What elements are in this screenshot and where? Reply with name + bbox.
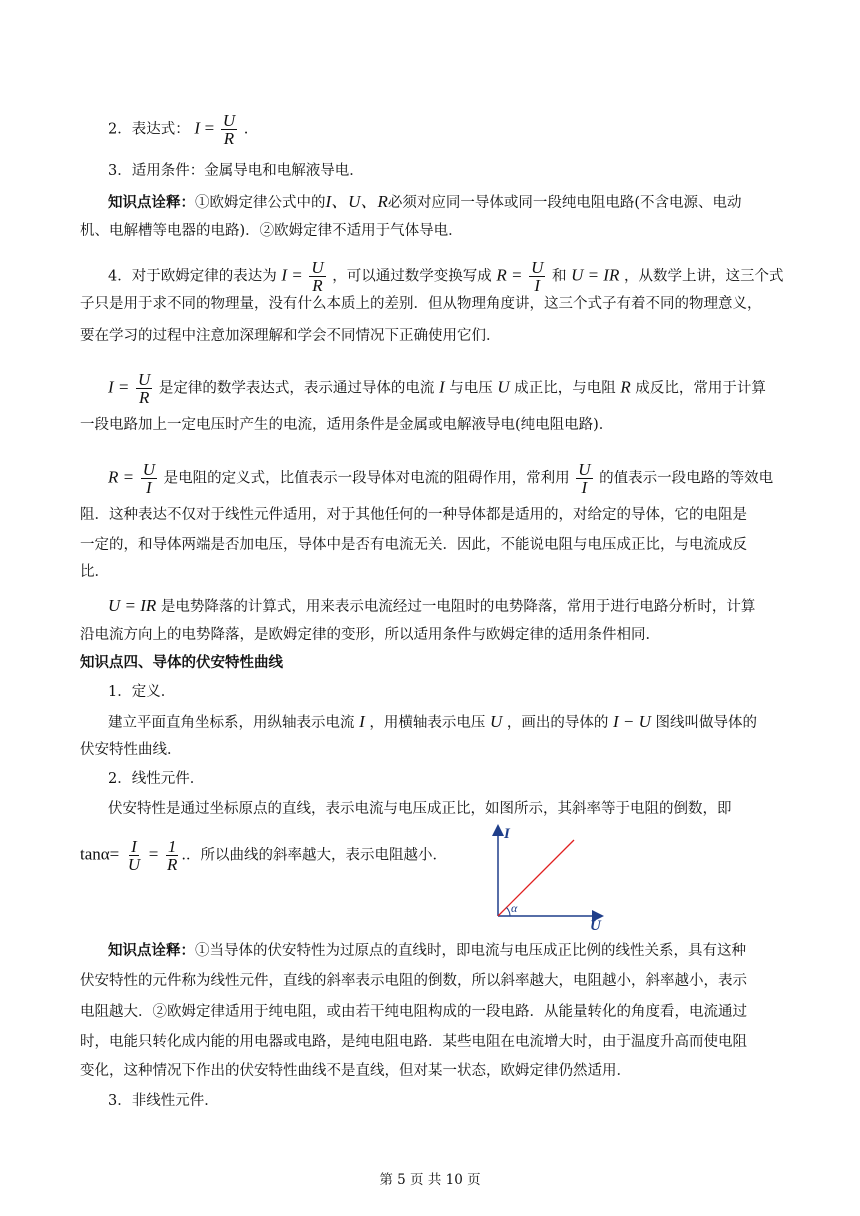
para-resistance-cont-2: 一定的，和导体两端是否加电压，导体中是否有电流无关．因此，不能说电阻与电压成正比，与电流成反 (80, 537, 747, 553)
para-note-2: 知识点诠释：①当导体的伏安特性为过原点的直线时，即电流与电压成正比例的线性关系，具有这种 (108, 942, 746, 959)
fraction-U-over-I: $\frac{U}{I}$ (531, 258, 544, 295)
para-definition: 建立平面直角坐标系，用纵轴表示电流 I ，用横轴表示电压 U ，画出的导体的 I − U 图线叫做导体的 (108, 712, 758, 731)
para-expression: 2．表达式： I = $\frac{U}{R}$ . (108, 111, 249, 148)
para-note-2-cont-3: 时，电能只转化成内能的用电器或电路，是纯电阻电路．某些电阻在电流增大时，由于温度升高而使电阻 (80, 1034, 747, 1050)
angle-arc (507, 908, 511, 917)
para-definition-cont: 伏安特性曲线． (80, 742, 182, 758)
fraction-I-over-U: $\frac{I}{U}$ (127, 837, 141, 874)
para-note-2-cont-4: 变化，这种情况下作出的伏安特性曲线不是直线，但对某一状态，欧姆定律仍然适用． (80, 1063, 631, 1079)
iu-graph-figure (484, 822, 614, 936)
item-definition: 1．定义． (108, 684, 176, 700)
section-heading: 知识点四、导体的伏安特性曲线 (80, 654, 283, 671)
para-ohm-law: I = $\frac{U}{R}$ 是定律的数学表达式，表示通过导体的电流 I 与电压 U 成正比，与电阻 R 成反比，常用于计算 (108, 370, 766, 407)
fraction-1-over-R: $\frac{1}{R}$ (166, 837, 178, 874)
para-resistance-def: R = $\frac{U}{I}$ 是电阻的定义式，比值表示一段导体对电流的阻碍作用，常利用 $\frac{U}{I}$ 的值表示一段电路的等效电 (108, 460, 774, 497)
y-axis-label: I (504, 826, 510, 842)
x-axis-label: U (590, 918, 601, 932)
fraction-U-over-I-2: $\frac{U}{I}$ (142, 460, 155, 497)
para-conditions: 3．适用条件：金属导电和电解液导电． (108, 163, 364, 179)
para-voltage-drop-cont: 沿电流方向上的电势降落，是欧姆定律的变形，所以适用条件与欧姆定律的适用条件相同． (80, 627, 660, 643)
para-note-2-cont-2: 电阻越大．②欧姆定律适用于纯电阻，或由若干纯电阻构成的一段电路．从能量转化的角度看，电流通过 (80, 1004, 747, 1020)
fraction-U-over-I-3: $\frac{U}{I}$ (578, 460, 591, 497)
angle-label: α (511, 901, 518, 915)
para-resistance-cont-1: 阻．这种表达不仅对于线性元件适用，对于其他任何的一种导体都是适用的，对给定的导体，它的电阻是 (80, 507, 747, 523)
para-4-cont-2: 要在学习的过程中注意加深理解和学会不同情况下正确使用它们． (80, 328, 501, 344)
iu-graph (484, 822, 614, 932)
para-4-cont-1: 子只是用于求不同的物理量，没有什么本质上的差别．但从物理角度讲，这三个式子有着不同的物理意义， (80, 296, 762, 312)
para-voltage-drop: U = IR 是电势降落的计算式，用来表示电流经过一电阻时的电势降落，常用于进行电路分析时，计算 (108, 596, 756, 615)
item-linear: 2．线性元件． (108, 771, 205, 787)
para-resistance-cont-3: 比． (80, 564, 109, 580)
para-note-1-cont: 机、电解槽等电器的电路)．②欧姆定律不适用于气体导电． (80, 223, 463, 239)
fraction-U-over-R-3: $\frac{U}{R}$ (138, 370, 151, 407)
page-footer: 第 5 页 共 10 页 (379, 1172, 481, 1188)
para-note-2-cont-1: 伏安特性的元件称为线性元件，直线的斜率表示电阻的倒数，所以斜率越大，电阻越小，斜率越小，表示 (80, 973, 747, 989)
para-tan: tanα= $\frac{I}{U}$ = $\frac{1}{R}$ .．所以曲线的斜率越大，表示电阻越小． (80, 837, 447, 874)
item-nonlinear: 3．非线性元件． (108, 1093, 219, 1109)
math-I: I (194, 118, 201, 138)
fraction-U-over-R: $\frac{U}{R}$ (222, 111, 236, 148)
fraction-U-over-R-2: $\frac{U}{R}$ (311, 258, 324, 295)
para-ohm-law-cont: 一段电路加上一定电压时产生的电流，适用条件是金属或电解液导电(纯电阻电路)． (80, 417, 614, 433)
para-note-1: 知识点诠释：①欧姆定律公式中的I、U、R必须对应同一导体或同一段纯电阻电路(不含电源、电动 (108, 192, 742, 211)
para-4: 4．对于欧姆定律的表达为 I = $\frac{U}{R}$ ，可以通过数学变换写成 R = $\frac{U}{I}$ 和 U = IR ，从数学上讲，这三个式 (108, 258, 784, 295)
linear-iu-line (498, 840, 574, 916)
para-linear: 伏安特性是通过坐标原点的直线，表示电流与电压成正比，如图所示，其斜率等于电阻的倒数，即 (108, 801, 732, 817)
